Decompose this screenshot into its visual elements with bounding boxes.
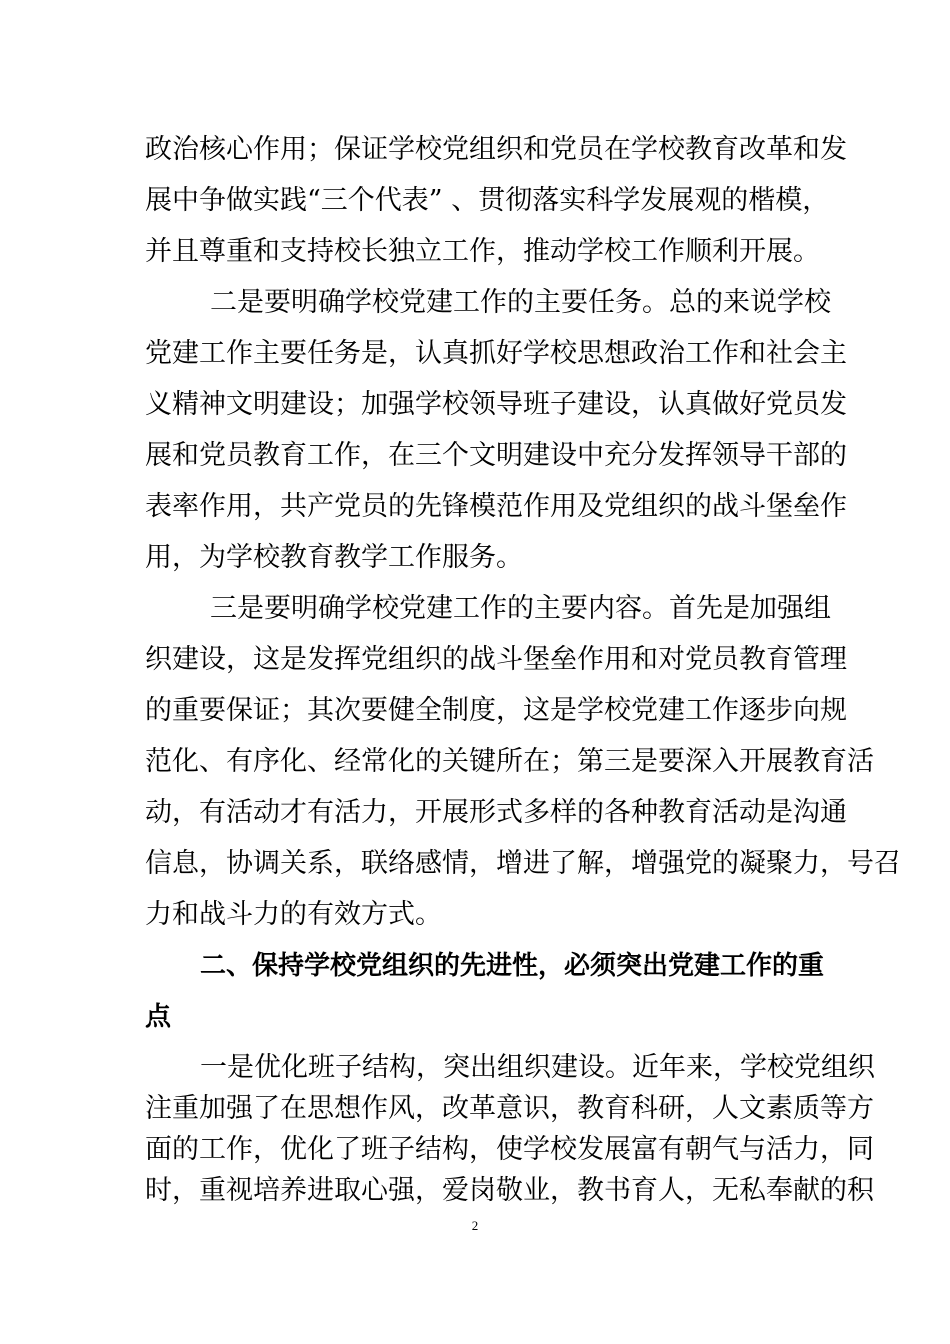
section-heading: 点: [145, 1002, 172, 1032]
body-text-line: 范化、有序化、经常化的关键所在；第三是要深入开展教育活: [145, 746, 874, 777]
body-text-line: 展和党员教育工作，在三个文明建设中充分发挥领导干部的: [145, 440, 847, 471]
body-text-line: 力和战斗力的有效方式。: [145, 899, 442, 930]
body-text-line: 展中争做实践“三个代表” 、贯彻落实科学发展观的楷模，: [145, 185, 830, 216]
paragraph-first-line: 一是优化班子结构，突出组织建设。近年来，学校党组织: [200, 1052, 875, 1083]
body-text-line: 用，为学校教育教学工作服务。: [145, 542, 523, 573]
body-text-line: 的重要保证；其次要健全制度，这是学校党建工作逐步向规: [145, 695, 847, 726]
page-number: 2: [471, 1218, 479, 1233]
paragraph-first-line: 二是要明确学校党建工作的主要任务。总的来说学校: [210, 287, 831, 318]
section-heading: 二、保持学校党组织的先进性，必须突出党建工作的重: [200, 951, 825, 981]
body-text-line: 织建设，这是发挥党组织的战斗堡垒作用和对党员教育管理: [145, 644, 847, 675]
body-text-line: 信息，协调关系，联络感情，增进了解，增强党的凝聚力，号召: [145, 848, 901, 879]
body-text-line: 义精神文明建设；加强学校领导班子建设，认真做好党员发: [145, 389, 847, 420]
body-text-line: 动，有活动才有活力，开展形式多样的各种教育活动是沟通: [145, 797, 847, 828]
paragraph-first-line: 三是要明确学校党建工作的主要内容。首先是加强组: [210, 593, 831, 624]
body-text-line: 党建工作主要任务是，认真抓好学校思想政治工作和社会主: [145, 338, 847, 369]
body-text-line: 时，重视培养进取心强，爱岗敬业，教书育人，无私奉献的积: [145, 1175, 874, 1206]
body-text-line: 政治核心作用；保证学校党组织和党员在学校教育改革和发: [145, 134, 847, 165]
body-text-line: 表率作用，共产党员的先锋模范作用及党组织的战斗堡垒作: [145, 491, 847, 522]
body-text-line: 并且尊重和支持校长独立工作，推动学校工作顺利开展。: [145, 236, 820, 267]
body-text-line: 面的工作，优化了班子结构，使学校发展富有朝气与活力，同: [145, 1134, 874, 1165]
body-text-line: 注重加强了在思想作风，改革意识，教育科研，人文素质等方: [145, 1093, 874, 1124]
